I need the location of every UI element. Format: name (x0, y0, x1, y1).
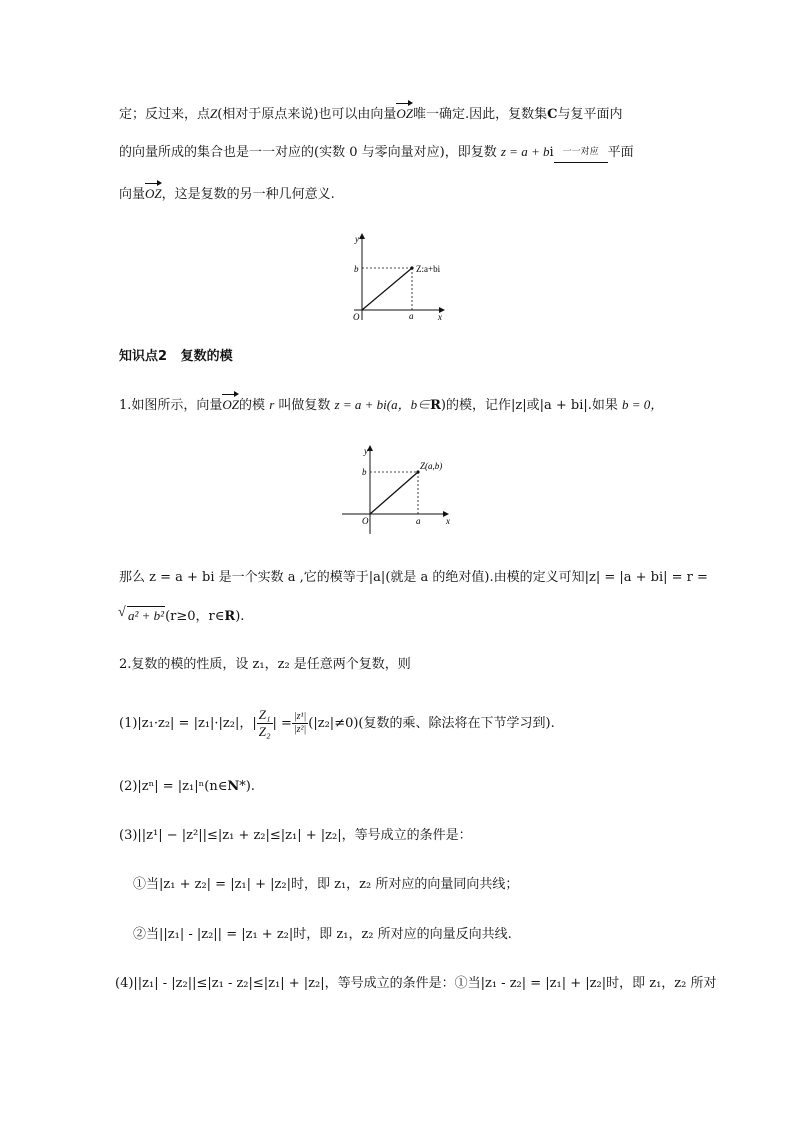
figure-complex-plane-1 (340, 228, 460, 328)
point-label: Z:a+bi (416, 264, 441, 274)
para1-line2: 的向量所成的集合也是一一对应的(实数 0 与零向量对应)，即复数 z = a + bi 一一对应 平面 (119, 144, 634, 160)
x-label: x (438, 312, 442, 322)
x-label: x (446, 516, 450, 526)
prop-2: (2)|zⁿ| = |z₁|ⁿ(n∈N*). (119, 779, 255, 794)
origin-label: O (353, 312, 360, 322)
prop-3-case2: ②当||z₁| - |z₂|| = |z₁ + z₂|时，即 z₁，z₂ 所对应的向量反向共线. (133, 927, 512, 942)
prop-intro: 2.复数的模的性质，设 z₁，z₂ 是任意两个复数，则 (119, 657, 411, 672)
prop-3: (3)||z¹| − |z²||≤|z₁ + z₂|≤|z₁| + |z₂|，等号成立的条件是： (119, 828, 472, 843)
fraction-z1-z2: $\frac{\text{Z₁}}{\text{Z₂}}$ (258, 707, 271, 739)
a-label: a (416, 516, 421, 526)
fraction-abs: $\frac{\text{|z¹|}}{\text{|z²|}}$ (293, 711, 307, 735)
vector-line (362, 268, 412, 310)
para1-line1: 定；反过来，点Z(相对于原点来说)也可以由向量OZ唯一确定.因此，复数集C与复平面内 (119, 103, 684, 124)
figure-complex-plane-2 (340, 440, 460, 540)
sqrt-expression: √ a² + b² (127, 606, 165, 625)
para3-line2: √ a² + b²(r≥0，r∈R). (119, 606, 684, 626)
a-label: a (409, 311, 414, 321)
one-to-one-arrow: 一一对应 (554, 143, 608, 161)
para3-line1: 那么 z = a + bi 是一个实数 a ,它的模等于|a|(就是 a 的绝对值).由模的定义可知|z| = |a + bi| = r = (119, 570, 708, 585)
y-label: y (364, 446, 368, 456)
para1-line3: 向量OZ，这是复数的另一种几何意义. (119, 183, 684, 204)
b-label: b (354, 264, 359, 274)
point-label: Z(a,b) (420, 461, 443, 471)
para2-line: 1.如图所示，向量OZ的模 r 叫做复数 z = a + bi(a，b∈R)的模，记作|z|或|a + bi|.如果 b = 0， (119, 394, 684, 415)
point-z (410, 266, 413, 269)
vector-oz: OZ (396, 103, 413, 123)
section-heading: 知识点2 复数的模 (119, 349, 233, 364)
origin-label: O (362, 516, 369, 526)
prop-3-case1: ①当|z₁ + z₂| = |z₁| + |z₂|时，即 z₁，z₂ 所对应的向量同向共线； (133, 877, 519, 892)
prop-4: (4)||z₁| - |z₂||≤|z₁ - z₂|≤|z₁| + |z₂|，等号成立的条件是：①当|z₁ - z₂| = |z₁| + |z₂|时，即 z₁，z₂ 所对 (115, 976, 717, 991)
b-label: b (362, 467, 367, 477)
prop-1: (1)|z₁·z₂| = |z₁|·|z₂|，| $\frac{\text{Z₁}}{\text{Z₂}}$ | = $\frac{\text{|z¹|}}{\text{|z²|}}$ (|z₂|≠0)(复数的乘、除法将在下节学习到). (119, 707, 555, 739)
y-label: y (355, 234, 359, 244)
vector-line (370, 472, 418, 514)
